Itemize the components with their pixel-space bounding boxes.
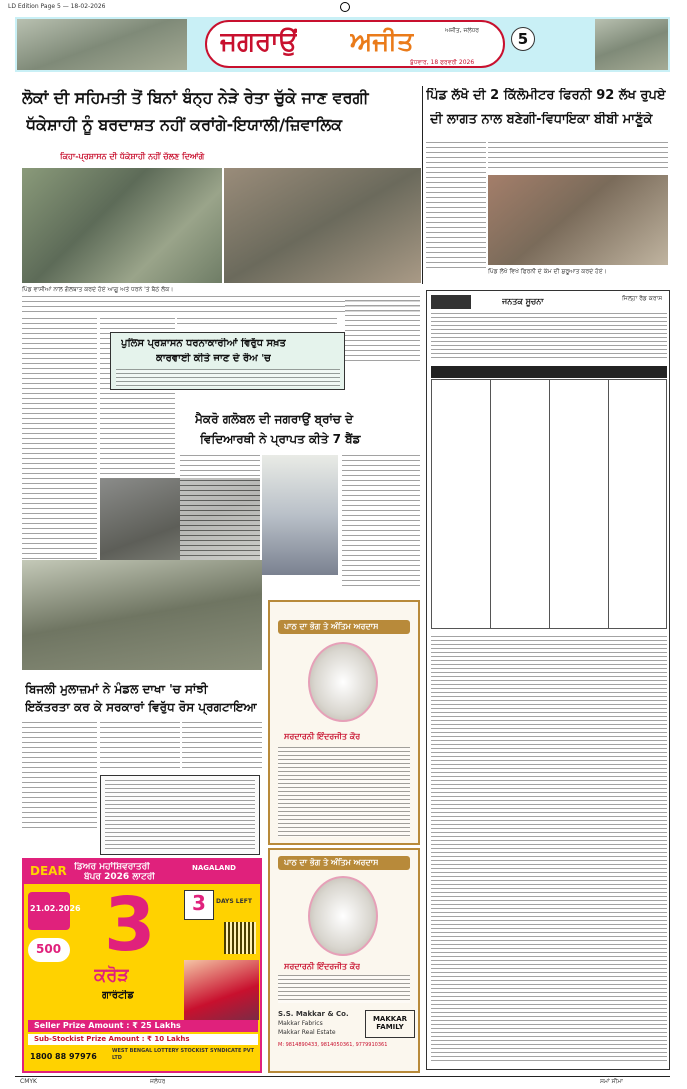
right-headline-2: ਦੀ ਲਾਗਤ ਨਾਲ ਬਣੇਗੀ-ਵਿਧਾਇਕਾ ਬੀਬੀ ਮਾਣੂੰਕੇ	[430, 112, 653, 127]
masthead-city: ਜਗਰਾਉਂ	[220, 27, 298, 57]
masthead-photo-left	[17, 19, 187, 70]
lottery-seller-prize: Seller Prize Amount : ₹ 25 Lakhs	[34, 1021, 181, 1030]
lead-headline-2: ਧੱਕੇਸ਼ਾਹੀ ਨੂੰ ਬਰਦਾਸ਼ਤ ਨਹੀਂ ਕਰਾਂਗੇ-ਇਯਾਲੀ/ਜ਼ਿਵਾਲਿਕ	[26, 115, 343, 134]
right-story-text-2	[488, 142, 668, 172]
electric-text-3	[182, 722, 262, 772]
lottery-days-left: 3	[192, 891, 206, 915]
page-number: 5	[511, 27, 535, 51]
masthead	[15, 17, 670, 72]
obituary-2-family: MAKKAR FAMILY	[365, 1010, 415, 1038]
notice-table-header	[431, 366, 667, 378]
public-notice	[426, 290, 670, 1070]
electric-text-1	[22, 722, 97, 832]
notice-title: ਜਨਤਕ ਸੂਚਨਾ	[502, 297, 544, 306]
school-headline-2: ਵਿਦਿਆਰਥੀ ਨੇ ਪ੍ਰਾਪਤ ਕੀਤੇ 7 ਬੈਂਡ	[200, 432, 361, 446]
lead-caption: ਪਿੰਡ ਵਾਸੀਆਂ ਨਾਲ ਗੱਲਬਾਤ ਕਰਦੇ ਹੋਏ ਆਗੂ ਅਤੇ ਧਰਨੇ 'ਤੇ ਬੈਠੇ ਲੋਕ।	[22, 286, 174, 293]
masthead-photo-right	[595, 19, 668, 70]
lottery-title-2: ਬੰਪਰ 2026 ਲਾਟਰੀ	[84, 872, 156, 882]
lottery-ad	[22, 858, 262, 1073]
obituary-2-phone: M: 9814890433, 9814050361, 9779910361	[278, 1042, 388, 1048]
obituary-1-name: ਸਰਦਾਰਨੀ ਇੰਦਰਜੀਤ ਕੌਰ	[284, 732, 361, 741]
lottery-draw-date: 21.02.2026	[30, 904, 81, 913]
footer-rule	[15, 1076, 670, 1077]
lottery-state: NAGALAND	[192, 864, 236, 872]
lottery-guaranteed: ਗਾਰੰਟੀਡ	[102, 990, 134, 1001]
lottery-qr-code	[224, 922, 256, 954]
registration-mark	[340, 2, 350, 12]
obituary-1-portrait	[308, 642, 378, 722]
masthead-subtitle: ਅਜੀਤ, ਜਲੰਧਰ	[445, 27, 480, 34]
footer-center: ਜਲੰਧਰ	[150, 1078, 166, 1085]
school-photo	[262, 455, 338, 575]
police-story-box	[110, 332, 345, 390]
obituary-2-firm3: Makkar Real Estate	[278, 1029, 336, 1036]
lead-photo-1	[22, 168, 222, 283]
lottery-distributor: WEST BENGAL LOTTERY STOCKIST SYNDICATE PVT LTD	[112, 1048, 255, 1061]
lottery-crore: ਕਰੋੜ	[94, 965, 130, 986]
electric-text-2	[100, 722, 180, 772]
notice-logo	[431, 295, 471, 309]
masthead-paper: ਅਜੀਤ	[350, 27, 414, 57]
electric-headline-1: ਬਿਜਲੀ ਮੁਲਾਜ਼ਮਾਂ ਨੇ ਮੰਡਲ ਦਾਖਾ 'ਚ ਸਾਂਝੀ	[25, 682, 208, 696]
notice-table	[431, 379, 667, 629]
electric-headline-2: ਇਕੱਤਰਤਾ ਕਰ ਕੇ ਸਰਕਾਰਾਂ ਵਿਰੁੱਧ ਰੋਸ ਪ੍ਰਗਟਾਇਆ	[25, 700, 257, 714]
obituary-2-name: ਸਰਦਾਰਨੀ ਇੰਦਰਜੀਤ ਕੌਰ	[284, 962, 361, 971]
notice-label: ਜਿਲ੍ਹਾ ਰੈਡ ਕਰਾਸ	[622, 295, 663, 302]
police-headline-2: ਕਾਰਵਾਈ ਕੀਤੇ ਜਾਣ ਦੇ ਰੌਅ 'ਚ	[156, 353, 272, 364]
obituary-1-text	[278, 747, 410, 837]
obituary-2-portrait	[308, 876, 378, 956]
notice-body-text	[431, 636, 667, 1061]
right-story-photo	[488, 175, 668, 265]
lottery-stockist-prize: Sub-Stockist Prize Amount : ₹ 10 Lakhs	[34, 1035, 190, 1043]
right-story-caption: ਪਿੰਡ ਲੱਖੋ ਵਿਖੇ ਫਿਰਨੀ ਦੇ ਕੰਮ ਦੀ ਸ਼ੁਰੂਆਤ ਕਰਦੇ ਹੋਏ।	[488, 268, 607, 275]
right-story-text	[426, 142, 486, 272]
police-story-text	[116, 369, 340, 387]
obituary-2-text	[278, 975, 410, 1003]
lottery-price: 500	[36, 942, 62, 956]
print-slug: LD Edition Page 5 — 18-02-2026	[8, 3, 106, 10]
obituary-1-banner: ਪਾਠ ਦਾ ਭੋਗ ਤੇ ਅੰਤਿਮ ਅਰਦਾਸ	[284, 622, 379, 631]
school-headline-1: ਮੈਕਰੋ ਗਲੋਬਲ ਦੀ ਜਗਰਾਉਂ ਬ੍ਰਾਂਚ ਦੇ	[195, 412, 354, 426]
lottery-title: ਡਿਅਰ ਮਹਾਂਸ਼ਿਵਰਾਤਰੀ	[74, 862, 150, 872]
lead-kicker: ਕਿਹਾ-ਪ੍ਰਸ਼ਾਸਨ ਦੀ ਧੱਕੇਸ਼ਾਹੀ ਨਹੀਂ ਚੱਲਣ ਦਿਆਂਗੇ	[60, 152, 205, 161]
form-box	[100, 775, 260, 855]
police-headline-1: ਪੁਲਿਸ ਪ੍ਰਸ਼ਾਸਨ ਧਰਨਾਕਾਰੀਆਂ ਵਿਰੁੱਧ ਸਖ਼ਤ	[121, 338, 286, 349]
footer-right: ਸਮਾਂ ਸੀਮਾ	[600, 1078, 624, 1085]
footer-left: CMYK	[20, 1078, 37, 1085]
obituary-ad-2	[268, 848, 420, 1073]
protest-photo	[22, 560, 262, 670]
lottery-phone: 1800 88 97976	[30, 1052, 97, 1061]
lead-photo-2	[224, 168, 421, 283]
lottery-model-photo	[184, 960, 259, 1020]
lottery-brand: DEAR	[30, 864, 67, 878]
right-headline-1: ਪਿੰਡ ਲੱਖੋ ਦੀ 2 ਕਿੱਲੋਮੀਟਰ ਫਿਰਨੀ 92 ਲੱਖ ਰੁਪਏ	[426, 88, 666, 103]
obituary-ad-1	[268, 600, 420, 845]
obituary-2-firm2: Makkar Fabrics	[278, 1020, 323, 1027]
column-divider	[422, 86, 423, 284]
obituary-2-firm: S.S. Makkar & Co.	[278, 1010, 349, 1018]
notice-intro	[431, 313, 667, 361]
lead-headline-1: ਲੋਕਾਂ ਦੀ ਸਹਿਮਤੀ ਤੋਂ ਬਿਨਾਂ ਬੰਨ੍ਹ ਨੇੜੇ ਰੇਤਾ ਚੁੱਕੇ ਜਾਣ ਵਰਗੀ	[22, 88, 369, 107]
school-story-text-2	[342, 455, 420, 590]
lead-body-col-4	[345, 300, 420, 365]
obituary-2-banner: ਪਾਠ ਦਾ ਭੋਗ ਤੇ ਅੰਤਿਮ ਅਰਦਾਸ	[284, 858, 379, 867]
lottery-big-number: 3	[104, 882, 156, 968]
lottery-days-label: DAYS LEFT	[216, 898, 252, 905]
lead-body-col-3	[177, 318, 337, 328]
masthead-date: ਬੁੱਧਵਾਰ, 18 ਫਰਵਰੀ 2026	[410, 59, 475, 66]
